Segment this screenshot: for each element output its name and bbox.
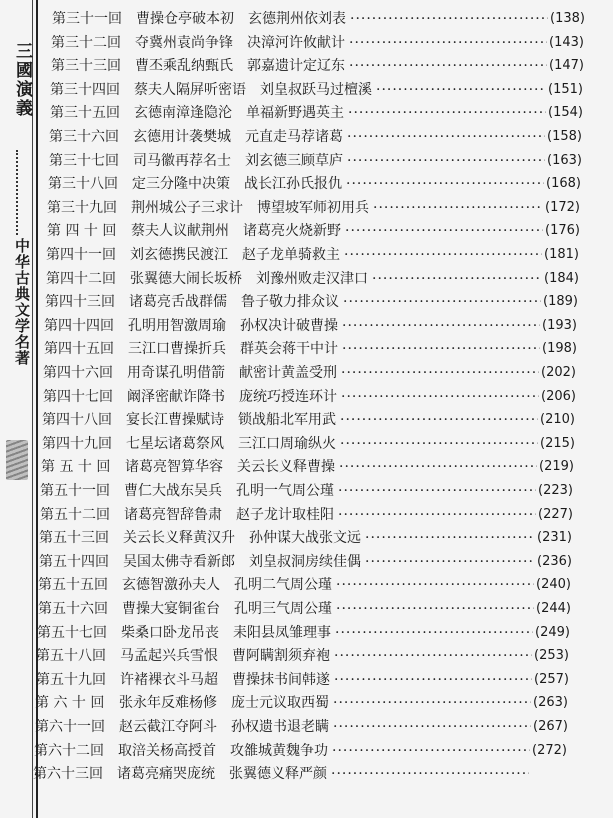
chapter-number: 第三十三回 bbox=[51, 58, 121, 74]
leader-dots bbox=[341, 362, 539, 384]
chapter-number: 第三十四回 bbox=[50, 82, 120, 98]
chapter-title-first: 七星坛诸葛祭风 bbox=[126, 436, 224, 452]
leader-dots bbox=[333, 716, 531, 738]
chapter-title-second: 孙仲谋大战张文远 bbox=[249, 530, 361, 546]
chapter-title-first: 蔡夫人议献荆州 bbox=[131, 223, 229, 239]
chapter-number: 第四十一回 bbox=[46, 247, 116, 263]
chapter-title-second: 单福新野遇英主 bbox=[246, 105, 344, 121]
leader-dots bbox=[335, 622, 533, 644]
series-name: 中华古典文学名著 bbox=[13, 238, 31, 366]
chapter-title-second: 孔明二气周公瑾 bbox=[234, 577, 332, 593]
toc-row[interactable] bbox=[39, 527, 572, 549]
toc-row[interactable] bbox=[52, 8, 585, 30]
leader-dots bbox=[334, 645, 532, 667]
toc-row[interactable] bbox=[49, 150, 582, 172]
page-number: (158) bbox=[547, 129, 582, 144]
chapter-number: 第 四 十 回 bbox=[47, 223, 117, 239]
page-number: (257) bbox=[534, 672, 569, 687]
toc-row[interactable] bbox=[49, 126, 582, 148]
chapter-title-first: 定三分隆中决策 bbox=[132, 176, 230, 192]
leader-dots bbox=[333, 692, 531, 714]
chapter-title-second: 曹操抹书间韩遂 bbox=[232, 672, 330, 688]
leader-dots bbox=[339, 456, 537, 478]
leader-dots bbox=[340, 433, 538, 455]
chapter-number: 第五十三回 bbox=[39, 530, 109, 546]
chapter-number: 第三十五回 bbox=[50, 105, 120, 121]
leader-dots bbox=[350, 8, 548, 30]
chapter-number: 第四十五回 bbox=[44, 341, 114, 357]
toc-row[interactable] bbox=[47, 197, 580, 219]
page-number: (227) bbox=[538, 507, 573, 522]
chapter-title-first: 曹操仓亭破本初 bbox=[136, 11, 234, 27]
toc-row[interactable] bbox=[42, 409, 575, 431]
leader-dots bbox=[336, 574, 534, 596]
toc-row[interactable] bbox=[51, 32, 584, 54]
leader-dots bbox=[342, 338, 540, 360]
page-number: (219) bbox=[539, 459, 574, 474]
chapter-number: 第三十六回 bbox=[49, 129, 119, 145]
page-number: (249) bbox=[535, 625, 570, 640]
chapter-title-first: 三江口曹操折兵 bbox=[128, 341, 226, 357]
leader-dots bbox=[342, 315, 540, 337]
chapter-title-first: 阚泽密献诈降书 bbox=[127, 389, 225, 405]
chapter-title-second: 献密计黄盖受刑 bbox=[239, 365, 337, 381]
chapter-number: 第 五 十 回 bbox=[41, 459, 111, 475]
chapter-number: 第三十二回 bbox=[51, 35, 121, 51]
chapter-number: 第六十三回 bbox=[33, 766, 103, 782]
chapter-title-first: 曹仁大战东吴兵 bbox=[124, 483, 222, 499]
page-number: (147) bbox=[549, 58, 584, 73]
page-number: (244) bbox=[536, 601, 571, 616]
chapter-number: 第六十一回 bbox=[35, 719, 105, 735]
leader-dots bbox=[343, 291, 541, 313]
page-number: (236) bbox=[537, 554, 572, 569]
chapter-title-first: 用奇谋孔明借箭 bbox=[127, 365, 225, 381]
page-number: (151) bbox=[548, 82, 583, 97]
chapter-title-second: 曹阿瞒割须弃袍 bbox=[232, 648, 330, 664]
toc-row[interactable] bbox=[43, 386, 576, 408]
chapter-title-first: 许褚裸衣斗马超 bbox=[120, 672, 218, 688]
chapter-title-second: 刘皇叔洞房续佳偶 bbox=[249, 554, 361, 570]
toc-row[interactable] bbox=[33, 763, 560, 785]
page-number: (263) bbox=[533, 695, 568, 710]
chapter-title-first: 曹操大宴铜雀台 bbox=[122, 601, 220, 617]
leader-dots bbox=[349, 32, 547, 54]
page-number: (223) bbox=[538, 483, 573, 498]
leader-dots bbox=[341, 386, 539, 408]
toc-row[interactable] bbox=[40, 480, 573, 502]
leader-dots bbox=[345, 220, 543, 242]
toc-row[interactable] bbox=[38, 598, 571, 620]
chapter-title-first: 曹丕乘乱纳甄氏 bbox=[135, 58, 233, 74]
toc-row[interactable] bbox=[39, 551, 572, 573]
chapter-title-second: 刘玄德三顾草庐 bbox=[245, 153, 343, 169]
chapter-title-second: 决漳河许攸献计 bbox=[247, 35, 345, 51]
chapter-number: 第四十七回 bbox=[43, 389, 113, 405]
chapter-title-first: 诸葛亮智辞鲁肃 bbox=[124, 507, 222, 523]
leader-dots bbox=[340, 409, 538, 431]
chapter-title-first: 玄德用计袭樊城 bbox=[133, 129, 231, 145]
toc-row[interactable] bbox=[35, 716, 568, 738]
page-number: (240) bbox=[536, 577, 571, 592]
page-number: (272) bbox=[532, 743, 567, 758]
chapter-title-first: 司马徽再荐名士 bbox=[133, 153, 231, 169]
page-number: (198) bbox=[542, 341, 577, 356]
chapter-title-second: 孔明一气周公瑾 bbox=[236, 483, 334, 499]
page-number: (172) bbox=[545, 200, 580, 215]
leader-dots bbox=[338, 480, 536, 502]
chapter-title-first: 赵云截江夺阿斗 bbox=[119, 719, 217, 735]
toc-row[interactable] bbox=[46, 244, 579, 266]
leader-dots bbox=[373, 197, 543, 219]
leader-dots bbox=[376, 79, 546, 101]
chapter-title-first: 吴国太佛寺看新郎 bbox=[123, 554, 235, 570]
chapter-number: 第三十九回 bbox=[47, 200, 117, 216]
page-number: (163) bbox=[547, 153, 582, 168]
book-title: 三國演義 bbox=[12, 42, 32, 118]
toc-row[interactable] bbox=[38, 574, 571, 596]
chapter-title-first: 夺冀州袁尚争锋 bbox=[135, 35, 233, 51]
leader-dots bbox=[344, 244, 542, 266]
chapter-title-second: 庞统巧授连环计 bbox=[239, 389, 337, 405]
toc-row[interactable] bbox=[44, 338, 577, 360]
chapter-title-second: 孙权决计破曹操 bbox=[240, 318, 338, 334]
toc-row[interactable] bbox=[34, 740, 567, 762]
chapter-title-first: 刘玄德携民渡江 bbox=[130, 247, 228, 263]
chapter-title-first: 柴桑口卧龙吊丧 bbox=[121, 625, 219, 641]
chapter-number: 第四十八回 bbox=[42, 412, 112, 428]
toc-row[interactable] bbox=[40, 504, 573, 526]
chapter-number: 第五十六回 bbox=[38, 601, 108, 617]
chapter-number: 第三十七回 bbox=[49, 153, 119, 169]
chapter-number: 第六十二回 bbox=[34, 743, 104, 759]
chapter-title-second: 刘皇叔跃马过檀溪 bbox=[260, 82, 372, 98]
chapter-title-first: 诸葛亮智算华容 bbox=[125, 459, 223, 475]
page-number: (138) bbox=[550, 11, 585, 26]
toc-row[interactable] bbox=[42, 433, 575, 455]
chapter-title-second: 诸葛亮火烧新野 bbox=[243, 223, 341, 239]
chapter-number: 第三十一回 bbox=[52, 11, 122, 27]
chapter-title-first: 诸葛亮舌战群儒 bbox=[129, 294, 227, 310]
leader-dots bbox=[331, 763, 529, 785]
leader-dots bbox=[349, 55, 547, 77]
leader-dots bbox=[332, 740, 530, 762]
chapter-title-second: 战长江孙氏报仇 bbox=[244, 176, 342, 192]
leader-dots bbox=[346, 173, 544, 195]
leader-dots bbox=[347, 126, 545, 148]
chapter-title-second: 庞士元议取西蜀 bbox=[231, 695, 329, 711]
page-number: (143) bbox=[549, 35, 584, 50]
chapter-title-second: 博望坡军师初用兵 bbox=[257, 200, 369, 216]
chapter-title-second: 孔明三气周公瑾 bbox=[234, 601, 332, 617]
leader-dots bbox=[336, 598, 534, 620]
chapter-number: 第四十六回 bbox=[43, 365, 113, 381]
page-number: (168) bbox=[546, 176, 581, 191]
chapter-number: 第四十九回 bbox=[42, 436, 112, 452]
leader-dots bbox=[334, 669, 532, 691]
toc-row[interactable] bbox=[36, 645, 569, 667]
toc-row[interactable] bbox=[45, 291, 578, 313]
leader-dots bbox=[372, 268, 542, 290]
toc-row[interactable] bbox=[47, 220, 580, 242]
chapter-title-first: 诸葛亮痛哭庞统 bbox=[117, 766, 215, 782]
leader-dots bbox=[365, 527, 535, 549]
page-number: (215) bbox=[540, 436, 575, 451]
chapter-title-first: 玄德南漳逢隐沦 bbox=[134, 105, 232, 121]
toc-row[interactable] bbox=[43, 362, 576, 384]
chapter-title-second: 赵子龙计取桂阳 bbox=[236, 507, 334, 523]
chapter-title-first: 孔明用智激周瑜 bbox=[128, 318, 226, 334]
chapter-title-second: 郭嘉遗计定辽东 bbox=[247, 58, 345, 74]
toc-row[interactable] bbox=[48, 173, 581, 195]
page-number: (189) bbox=[543, 294, 578, 309]
chapter-title-second: 赵子龙单骑救主 bbox=[242, 247, 340, 263]
chapter-title-first: 取涪关杨高授首 bbox=[118, 743, 216, 759]
toc-row[interactable] bbox=[41, 456, 574, 478]
page-number: (253) bbox=[534, 648, 569, 663]
chapter-title-first: 张翼德大闹长坂桥 bbox=[130, 271, 242, 287]
chapter-title-second: 刘豫州败走汉津口 bbox=[256, 271, 368, 287]
toc-row[interactable] bbox=[37, 622, 570, 644]
chapter-number: 第 六 十 回 bbox=[35, 695, 105, 711]
chapter-title-second: 关云长义释曹操 bbox=[237, 459, 335, 475]
chapter-number: 第五十二回 bbox=[40, 507, 110, 523]
toc-row[interactable] bbox=[50, 102, 583, 124]
chapter-title-second: 孙权遗书退老瞒 bbox=[231, 719, 329, 735]
leader-dots bbox=[365, 551, 535, 573]
page-number: (231) bbox=[537, 530, 572, 545]
page-number: (193) bbox=[542, 318, 577, 333]
chapter-number: 第三十八回 bbox=[48, 176, 118, 192]
leader-dots bbox=[348, 102, 546, 124]
chapter-title-first: 宴长江曹操赋诗 bbox=[126, 412, 224, 428]
chapter-number: 第五十九回 bbox=[36, 672, 106, 688]
chapter-title-first: 蔡夫人隔屏听密语 bbox=[134, 82, 246, 98]
chapter-title-second: 群英会蒋干中计 bbox=[240, 341, 338, 357]
chapter-number: 第五十八回 bbox=[36, 648, 106, 664]
chapter-number: 第五十四回 bbox=[39, 554, 109, 570]
toc-row[interactable] bbox=[50, 79, 583, 101]
chapter-title-first: 张永年反难杨修 bbox=[119, 695, 217, 711]
chapter-title-second: 锁战船北军用武 bbox=[238, 412, 336, 428]
toc-row[interactable] bbox=[46, 268, 579, 290]
chapter-title-second: 玄德荆州依刘表 bbox=[248, 11, 346, 27]
page-number: (184) bbox=[544, 271, 579, 286]
page-number: (154) bbox=[548, 105, 583, 120]
toc-row[interactable] bbox=[51, 55, 584, 77]
chapter-title-second: 攻雒城黄魏争功 bbox=[230, 743, 328, 759]
chapter-number: 第五十五回 bbox=[38, 577, 108, 593]
page-number: (210) bbox=[540, 412, 575, 427]
chapter-title-second: 鲁子敬力排众议 bbox=[241, 294, 339, 310]
toc-row[interactable] bbox=[44, 315, 577, 337]
page-number: (202) bbox=[541, 365, 576, 380]
toc-row[interactable] bbox=[35, 692, 568, 714]
chapter-title-second: 三江口周瑜纵火 bbox=[238, 436, 336, 452]
chapter-title-second: 耒阳县凤雏理事 bbox=[233, 625, 331, 641]
chapter-title-second: 张翼德义释严颜 bbox=[229, 766, 327, 782]
chapter-number: 第四十三回 bbox=[45, 294, 115, 310]
chapter-number: 第五十一回 bbox=[40, 483, 110, 499]
chapter-number: 第五十七回 bbox=[37, 625, 107, 641]
page-number: (206) bbox=[541, 389, 576, 404]
leader-dots bbox=[338, 504, 536, 526]
chapter-number: 第四十二回 bbox=[46, 271, 116, 287]
chapter-title-first: 玄德智激孙夫人 bbox=[122, 577, 220, 593]
page-number: (267) bbox=[533, 719, 568, 734]
toc-row[interactable] bbox=[36, 669, 569, 691]
leader-dots bbox=[347, 150, 545, 172]
chapter-title-first: 关云长义释黄汉升 bbox=[123, 530, 235, 546]
chapter-title-first: 荆州城公子三求计 bbox=[131, 200, 243, 216]
chapter-title-first: 马孟起兴兵雪恨 bbox=[120, 648, 218, 664]
chapter-title-second: 元直走马荐诸葛 bbox=[245, 129, 343, 145]
page-number: (176) bbox=[545, 223, 580, 238]
chapter-number: 第四十四回 bbox=[44, 318, 114, 334]
page-number: (181) bbox=[544, 247, 579, 262]
